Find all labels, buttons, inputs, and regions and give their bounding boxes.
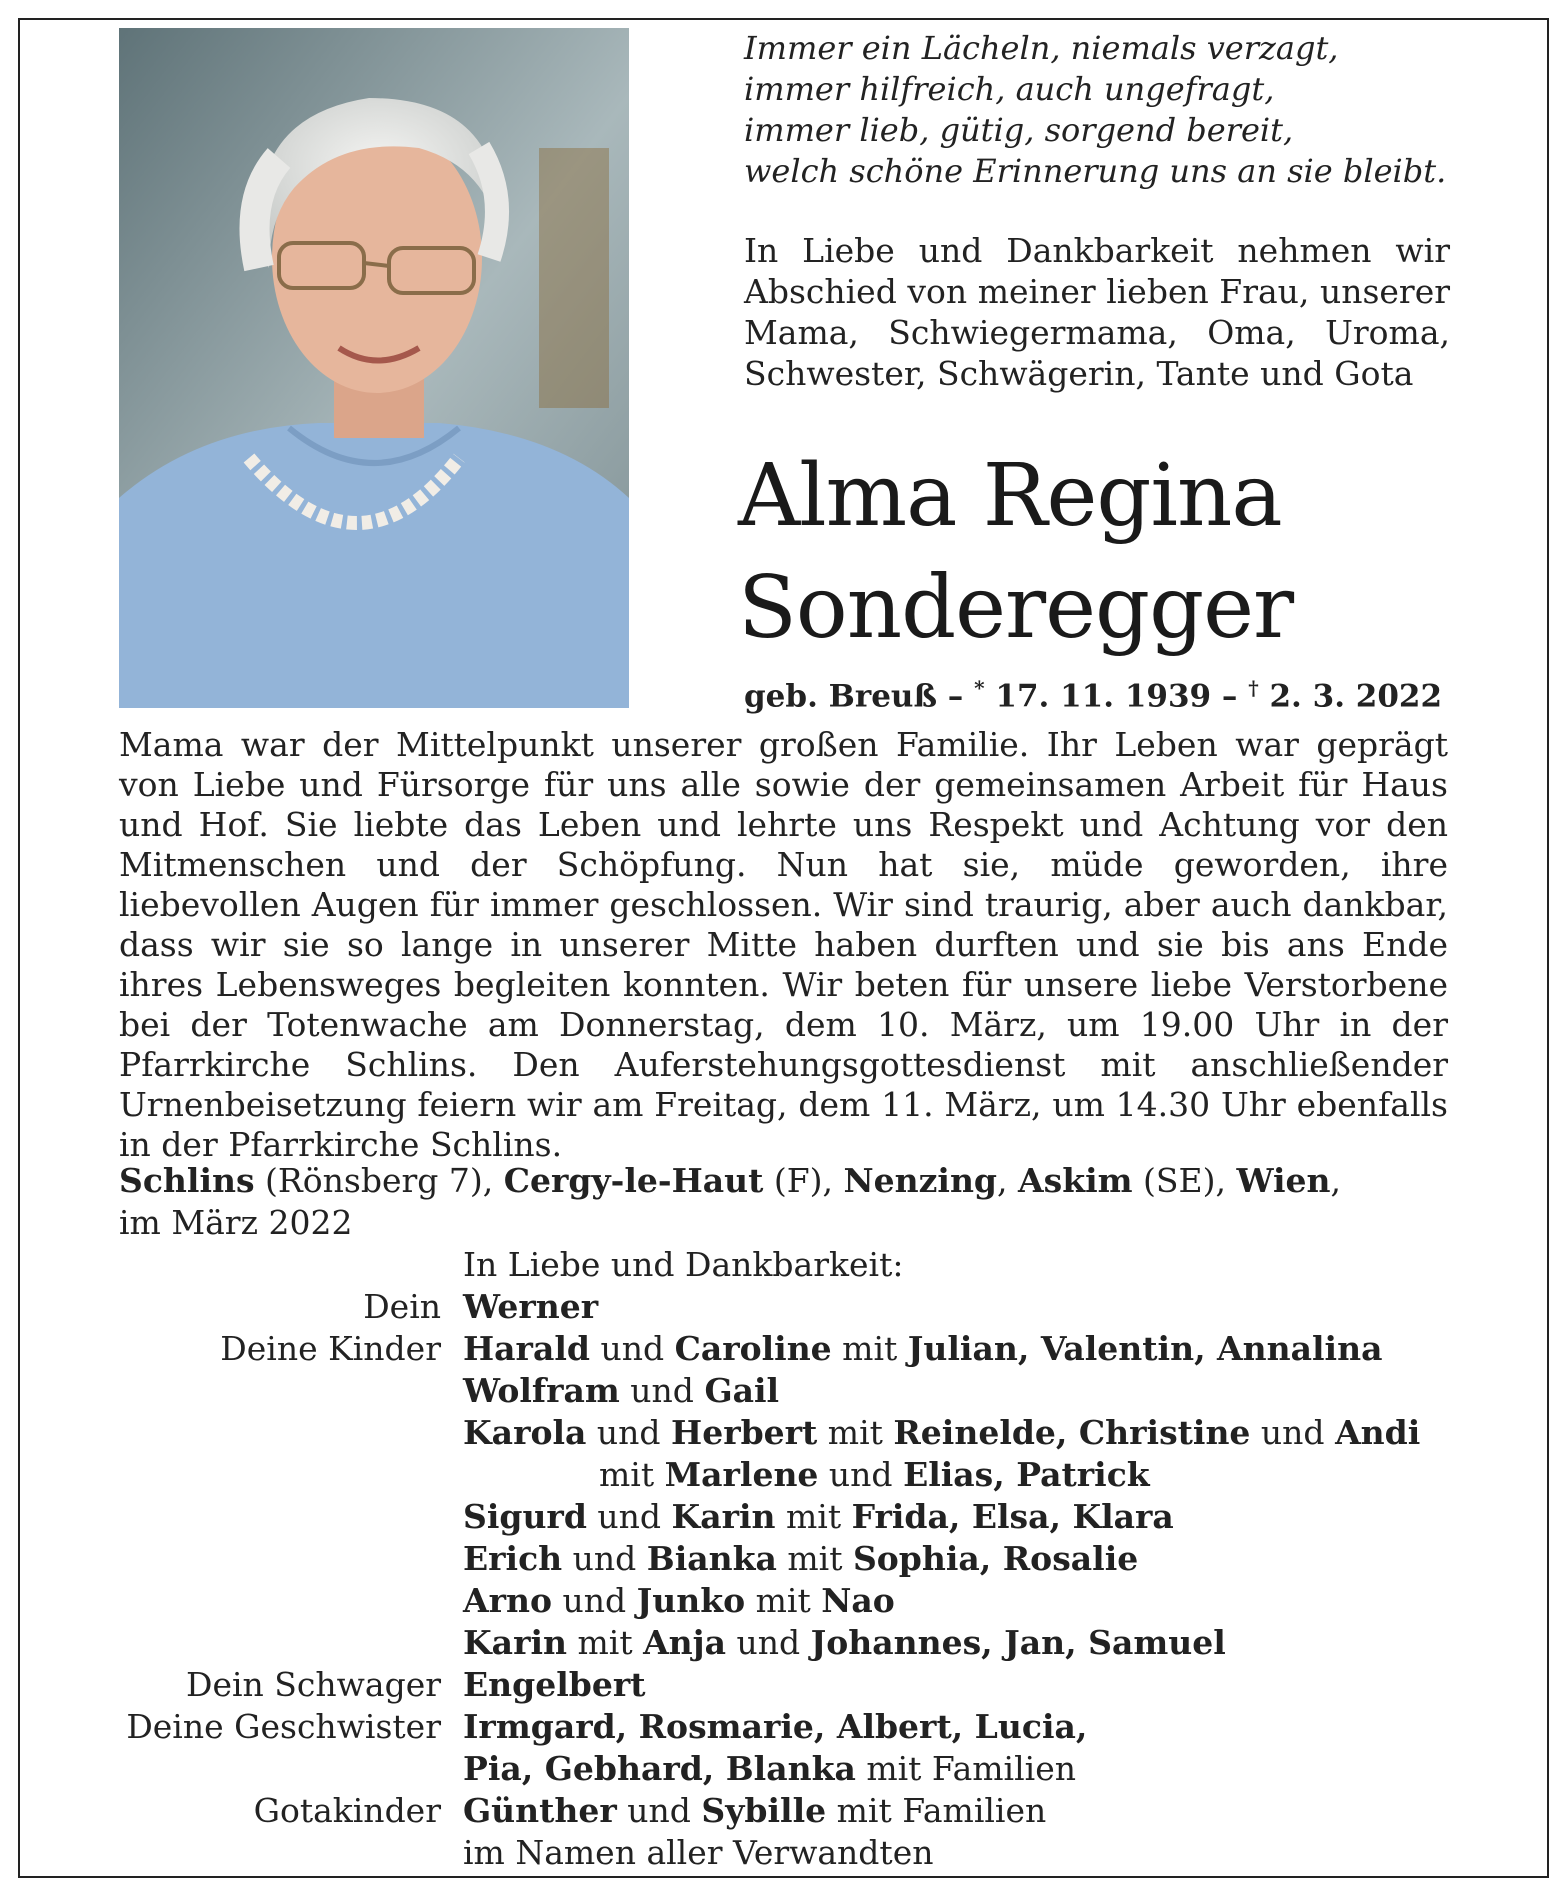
connector-text: und (562, 1539, 647, 1578)
place-date: im März 2022 (119, 1203, 353, 1242)
place-name: Nenzing (843, 1161, 998, 1200)
relative-name: Bianka (646, 1539, 777, 1578)
life-dates: geb. Breuß – * 17. 11. 1939 – † 2. 3. 2022 (744, 676, 1443, 715)
relative-name: Irmgard, Rosmarie, Albert, Lucia, (463, 1707, 1088, 1746)
place-note: (F) (763, 1161, 823, 1200)
relative-name: Sigurd (463, 1497, 587, 1536)
relative-names (463, 1370, 779, 1412)
relative-names (463, 1496, 1174, 1538)
connector-text: und (552, 1581, 637, 1620)
connector-text: und (586, 1413, 672, 1452)
family-row (119, 1412, 1459, 1454)
memorial-poem (744, 28, 1450, 192)
connector-text: mit (776, 1539, 853, 1578)
place-name: Cergy-le-Haut (503, 1161, 764, 1200)
deceased-name (738, 440, 1293, 664)
relative-name: Werner (463, 1287, 599, 1326)
relative-name: Johannes, Jan, Samuel (810, 1623, 1226, 1662)
relative-name: Pia, Gebhard, Blanka (463, 1749, 856, 1788)
relative-name: Elias, Patrick (903, 1455, 1150, 1494)
places-line: Schlins (Rönsberg 7), Cergy-le-Haut (F), Nenzing, Askim (SE), Wien, im März 2022 (119, 1161, 1341, 1242)
family-row (119, 1580, 1459, 1622)
connector-text: mit (817, 1413, 894, 1452)
connector-text: und (818, 1455, 904, 1494)
birth-name: geb. Breuß (744, 678, 938, 715)
relative-name: Sybille (701, 1791, 827, 1830)
relative-name: Günther (463, 1791, 617, 1830)
place-name: Schlins (119, 1161, 255, 1200)
relative-name: Karin (463, 1623, 567, 1662)
relative-names (599, 1454, 1150, 1496)
connector-text: und (589, 1329, 675, 1368)
name-line-1: Alma Regina (738, 446, 1282, 546)
relative-names (463, 1748, 1076, 1790)
relative-name: Reinelde, Christine (893, 1413, 1251, 1452)
family-row (119, 1664, 1459, 1706)
relative-names (463, 1538, 1138, 1580)
connector-text: mit (775, 1497, 852, 1536)
relation-label: Dein (363, 1287, 441, 1326)
relative-name: Caroline (674, 1329, 832, 1368)
relative-name: Herbert (671, 1413, 818, 1452)
family-row (119, 1454, 1459, 1496)
family-list (119, 1244, 1459, 1874)
relative-name: Karola (463, 1413, 587, 1452)
relative-name: Junko (636, 1581, 746, 1620)
connector-text: mit (745, 1581, 822, 1620)
name-line-2: Sonderegger (738, 558, 1294, 658)
connector-text: und (616, 1791, 702, 1830)
relative-names (463, 1622, 1226, 1664)
family-row (119, 1622, 1459, 1664)
family-row (119, 1790, 1459, 1832)
family-row (119, 1370, 1459, 1412)
intro-text: In Liebe und Dankbarkeit nehmen wir Abschied von meiner lieben Frau, unserer Mama, Schwiegermama, Oma, Uroma, Schwester, Schwägerin, Tante und Gota (744, 231, 1450, 393)
relative-name: Julian, Valentin, Annalina (907, 1329, 1383, 1368)
birth-date: 17. 11. 1939 (995, 678, 1212, 715)
relative-name: Sophia, Rosalie (852, 1539, 1139, 1578)
relative-name: Gail (704, 1371, 780, 1410)
poem-line: Immer ein Lächeln, niemals verzagt, (744, 29, 1339, 67)
relative-name: Arno (463, 1581, 552, 1620)
family-row (119, 1748, 1459, 1790)
relative-names (463, 1706, 1087, 1748)
family-row (119, 1286, 1459, 1328)
connector-text: mit (566, 1623, 644, 1662)
family-row (119, 1496, 1459, 1538)
relative-name: Engelbert (463, 1665, 646, 1704)
connector-text: und (619, 1371, 705, 1410)
poem-line: immer lieb, gütig, sorgend bereit, (744, 111, 1294, 149)
relative-names (463, 1790, 1046, 1832)
connector-text: mit Familien (826, 1791, 1047, 1830)
relation-label: Deine Kinder (220, 1329, 441, 1368)
connector-text: und (726, 1623, 811, 1662)
relative-name: Frida, Elsa, Klara (851, 1497, 1174, 1536)
relation-label: Dein Schwager (186, 1665, 441, 1704)
relative-names (463, 1328, 1382, 1370)
place-note: (SE) (1132, 1161, 1216, 1200)
death-date: 2. 3. 2022 (1269, 678, 1443, 715)
relative-name: Nao (821, 1581, 895, 1620)
relative-name: Karin (671, 1497, 776, 1536)
relative-name: Harald (463, 1329, 590, 1368)
relative-names (463, 1412, 1420, 1454)
connector-text: mit (599, 1455, 665, 1494)
relative-name: Erich (463, 1539, 563, 1578)
closing-outro: im Namen aller Verwandten (463, 1833, 934, 1872)
relative-name: Marlene (664, 1455, 819, 1494)
connector-text: mit (831, 1329, 908, 1368)
family-row (119, 1706, 1459, 1748)
poem-line: welch schöne Erinnerung uns an sie bleibt. (744, 152, 1447, 190)
relation-label: Gotakinder (253, 1791, 441, 1830)
poem-line: immer hilfreich, auch ungefragt, (744, 70, 1275, 108)
family-row (119, 1328, 1459, 1370)
connector-text: und (586, 1497, 672, 1536)
relative-name: Anja (643, 1623, 726, 1662)
relative-names (463, 1664, 645, 1706)
connector-text: und (1250, 1413, 1336, 1452)
relative-names (463, 1580, 895, 1622)
family-row (119, 1538, 1459, 1580)
relative-name: Andi (1335, 1413, 1421, 1452)
place-name: Wien (1236, 1161, 1331, 1200)
closing-intro: In Liebe und Dankbarkeit: (463, 1245, 904, 1284)
relative-name: Wolfram (463, 1371, 620, 1410)
place-note: (Rönsberg 7) (254, 1161, 483, 1200)
portrait-photo (119, 28, 629, 708)
place-name: Askim (1018, 1161, 1133, 1200)
obituary-body: Mama war der Mittelpunkt unserer großen Familie. Ihr Leben war geprägt von Liebe und Fürsorge für uns alle sowie der gemeinsamen Arbeit für Haus und Hof. Sie liebte das Leben und lehrte uns Respekt und Achtung vor den Mitmenschen und der Schöpfung. Nun hat sie, müde geworden, ihre liebevollen Augen für immer geschlossen. Wir sind traurig, aber auch dankbar, dass wir sie so lange in unserer Mitte haben durften und sie bis ans Ende ihres Lebensweges begleiten konnten. Wir beten für unsere liebe Verstorbene bei der Totenwache am Donnerstag, dem 10. März, um 19.00 Uhr in der Pfarrkirche Schlins. Den Auferstehungsgottesdienst mit anschließender Urnenbeisetzung feiern wir am Freitag, dem 11. März, um 14.30 Uhr ebenfalls in der Pfarrkirche Schlins. (119, 725, 1448, 1164)
relative-names (463, 1286, 598, 1328)
relation-label: Deine Geschwister (126, 1707, 441, 1746)
connector-text: mit Familien (855, 1749, 1076, 1788)
